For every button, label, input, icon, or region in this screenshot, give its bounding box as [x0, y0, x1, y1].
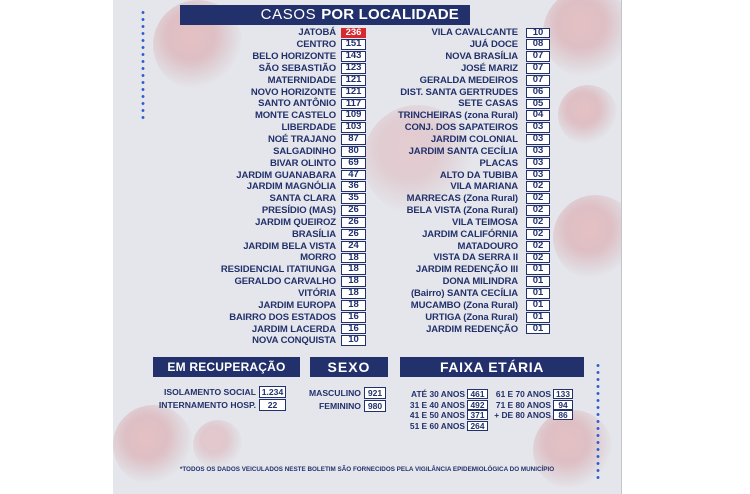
- locality-row: [378, 157, 550, 169]
- age-group-row: [490, 389, 573, 400]
- locality-row: [150, 74, 366, 86]
- locality-row: [378, 74, 550, 86]
- virus-decoration: [193, 420, 243, 470]
- locality-count: 01: [526, 312, 550, 323]
- localities-list-left: [150, 27, 366, 347]
- locality-name: JARDIM COLONIAL: [430, 134, 518, 146]
- locality-name: PLACAS: [479, 157, 518, 169]
- locality-name: PRESÍDIO (MAS): [261, 205, 336, 217]
- age-group-name: 71 E 80 ANOS: [495, 399, 551, 410]
- locality-row: [150, 110, 366, 122]
- locality-name: BIVAR OLINTO: [269, 157, 336, 169]
- locality-count: 16: [341, 312, 366, 323]
- locality-name: MUCAMBO (Zona Rural): [410, 299, 518, 311]
- locality-row: [378, 169, 550, 181]
- locality-count: 109: [341, 110, 366, 121]
- locality-count: 03: [526, 158, 550, 169]
- age-group-row: [490, 410, 573, 421]
- age-group-count: 371: [467, 410, 488, 420]
- virus-decoration: [533, 410, 613, 490]
- locality-count: 24: [341, 241, 366, 252]
- locality-count: 18: [341, 276, 366, 287]
- locality-name: JARDIM BELA VISTA: [243, 240, 336, 252]
- locality-count: 18: [341, 253, 366, 264]
- locality-row: [150, 205, 366, 217]
- locality-name: VILA CAVALCANTE: [431, 27, 518, 39]
- locality-count: 08: [526, 39, 550, 50]
- locality-name: VISTA DA SERRA II: [433, 252, 518, 264]
- locality-name: JARDIM EUROPA: [258, 299, 336, 311]
- locality-name: BRASÍLIA: [291, 228, 336, 240]
- locality-row: [378, 122, 550, 134]
- age-group-count: 86: [553, 410, 573, 420]
- dot-column-decoration: [596, 362, 600, 481]
- locality-row: [150, 145, 366, 157]
- age-group-name: ATÉ 30 ANOS: [411, 388, 465, 399]
- locality-row: [150, 169, 366, 181]
- locality-count: 26: [341, 205, 366, 216]
- recovery-row: [150, 399, 286, 412]
- edge-divider: [621, 0, 622, 494]
- locality-name: DIST. SANTA GERTRUDES: [400, 86, 518, 98]
- locality-name: JARDIM SANTA CECÍLIA: [408, 145, 518, 157]
- locality-row: [150, 264, 366, 276]
- locality-count: 05: [526, 99, 550, 110]
- locality-count: 07: [526, 51, 550, 62]
- locality-count: 123: [341, 63, 366, 74]
- locality-name: SÃO SEBASTIÃO: [258, 62, 336, 74]
- locality-row: [378, 217, 550, 229]
- locality-count: 02: [526, 205, 550, 216]
- locality-row: [378, 228, 550, 240]
- recovery-count: 1.234: [259, 386, 286, 398]
- locality-name: JARDIM CALIFÓRNIA: [422, 228, 518, 240]
- locality-row: [150, 335, 366, 347]
- sex-count: 980: [364, 400, 386, 412]
- locality-name: JARDIM REDENÇÃO III: [415, 264, 518, 276]
- locality-row: [150, 276, 366, 288]
- locality-count: 03: [526, 122, 550, 133]
- age-group-row: [400, 421, 488, 432]
- locality-row: [378, 134, 550, 146]
- locality-row: [150, 181, 366, 193]
- locality-name: VITÓRIA: [298, 287, 336, 299]
- localities-list-right: [378, 27, 550, 335]
- locality-row: [150, 252, 366, 264]
- recovery-list: [150, 386, 286, 412]
- sex-row: [296, 400, 386, 413]
- locality-name: VILA MARIANA: [450, 181, 518, 193]
- locality-row: [150, 98, 366, 110]
- locality-count: 01: [526, 264, 550, 275]
- locality-name: SANTA CLARA: [269, 193, 336, 205]
- locality-name: URTIGA (Zona Rural): [425, 311, 518, 323]
- locality-name: MONTE CASTELO: [254, 110, 336, 122]
- locality-row: [378, 27, 550, 39]
- sex-header: SEXO: [310, 357, 388, 377]
- locality-count: 10: [341, 335, 366, 346]
- age-group-name: 61 E 70 ANOS: [495, 388, 551, 399]
- locality-name: (Bairro) SANTA CECÍLIA: [410, 287, 518, 299]
- locality-row: [150, 27, 366, 39]
- footnote: *TODOS OS DADOS VEICULADOS NESTE BOLETIM SÃO FORNECIDOS PELA VIGILÂNCIA EPIDEMIOLÓGICA DO MUNICÍPIO: [179, 466, 555, 473]
- locality-count: 06: [526, 87, 550, 98]
- locality-count: 35: [341, 193, 366, 204]
- locality-name: NOÉ TRAJANO: [267, 134, 336, 146]
- virus-decoration: [543, 0, 621, 78]
- locality-count: 18: [341, 264, 366, 275]
- recovery-name: ISOLAMENTO SOCIAL: [164, 387, 256, 397]
- locality-row: [150, 240, 366, 252]
- age-group-list-1: [400, 389, 488, 432]
- locality-name: MATADOURO: [457, 240, 518, 252]
- locality-count: 121: [341, 75, 366, 86]
- locality-count: 16: [341, 324, 366, 335]
- age-group-name: 41 E 50 ANOS: [409, 410, 465, 421]
- locality-count: 36: [341, 181, 366, 192]
- locality-count: 03: [526, 170, 550, 181]
- locality-count: 117: [341, 99, 366, 110]
- locality-name: MARRECAS (Zona Rural): [406, 193, 518, 205]
- locality-row: [150, 299, 366, 311]
- locality-count: 26: [341, 229, 366, 240]
- locality-count: 02: [526, 253, 550, 264]
- sex-count: 921: [364, 387, 386, 399]
- locality-name: JARDIM LACERDA: [251, 323, 336, 335]
- locality-row: [378, 110, 550, 122]
- locality-row: [150, 323, 366, 335]
- locality-row: [150, 39, 366, 51]
- locality-count: 03: [526, 146, 550, 157]
- age-group-count: 94: [553, 400, 573, 410]
- age-group-count: 461: [467, 389, 488, 399]
- locality-row: [150, 86, 366, 98]
- virus-decoration: [558, 85, 618, 145]
- locality-row: [378, 288, 550, 300]
- locality-row: [378, 205, 550, 217]
- locality-row: [150, 288, 366, 300]
- sex-list: [296, 387, 386, 413]
- locality-count: 47: [341, 170, 366, 181]
- locality-name: ALTO DA TUBIBA: [439, 169, 518, 181]
- recovery-count: 22: [259, 399, 286, 411]
- locality-count: 143: [341, 51, 366, 62]
- locality-count: 69: [341, 158, 366, 169]
- locality-row: [378, 299, 550, 311]
- locality-name: GERALDO CARVALHO: [234, 276, 336, 288]
- locality-count: 02: [526, 193, 550, 204]
- locality-row: [150, 311, 366, 323]
- locality-count: 236: [341, 28, 366, 39]
- age-group-name: 51 E 60 ANOS: [409, 421, 465, 431]
- sex-row: [296, 387, 386, 400]
- locality-name: LIBERDADE: [281, 122, 336, 134]
- age-group-header: FAIXA ETÁRIA: [400, 357, 584, 377]
- locality-name: JOSÉ MARIZ: [460, 62, 518, 74]
- locality-name: CENTRO: [296, 39, 336, 51]
- locality-name: VILA TEIMOSA: [451, 216, 518, 228]
- locality-count: 103: [341, 122, 366, 133]
- recovery-row: [150, 386, 286, 399]
- recovery-header: EM RECUPERAÇÃO: [153, 357, 300, 377]
- locality-name: NOVA CONQUISTA: [252, 335, 336, 347]
- locality-row: [378, 51, 550, 63]
- dot-column-decoration: [141, 9, 145, 121]
- virus-decoration: [553, 195, 621, 280]
- locality-count: 151: [341, 39, 366, 50]
- locality-name: JARDIM QUEIROZ: [255, 216, 336, 228]
- locality-count: 02: [526, 181, 550, 192]
- locality-name: CONJ. DOS SAPATEIROS: [404, 122, 518, 134]
- locality-row: [150, 134, 366, 146]
- locality-row: [378, 145, 550, 157]
- age-group-row: [400, 410, 488, 421]
- locality-count: 18: [341, 288, 366, 299]
- locality-count: 10: [526, 28, 550, 39]
- locality-row: [150, 122, 366, 134]
- locality-count: 03: [526, 134, 550, 145]
- sex-name: MASCULINO: [308, 388, 361, 398]
- locality-row: [378, 264, 550, 276]
- sex-name: FEMININO: [318, 401, 361, 411]
- locality-row: [150, 217, 366, 229]
- locality-name: JARDIM MAGNÓLIA: [246, 181, 336, 193]
- localities-header-light: CASOS: [260, 6, 317, 23]
- locality-row: [378, 311, 550, 323]
- locality-name: SETE CASAS: [458, 98, 518, 110]
- locality-row: [378, 193, 550, 205]
- locality-row: [150, 228, 366, 240]
- localities-header: [180, 5, 470, 25]
- locality-count: 87: [341, 134, 366, 145]
- age-group-row: [400, 389, 488, 400]
- locality-row: [150, 63, 366, 75]
- locality-count: 26: [341, 217, 366, 228]
- locality-name: BAIRRO DOS ESTADOS: [229, 311, 336, 323]
- locality-count: 18: [341, 300, 366, 311]
- locality-count: 01: [526, 300, 550, 311]
- locality-count: 121: [341, 87, 366, 98]
- locality-name: MORRO: [300, 252, 336, 264]
- locality-count: 02: [526, 229, 550, 240]
- locality-count: 01: [526, 276, 550, 287]
- locality-name: NOVA BRASÍLIA: [445, 51, 518, 63]
- recovery-name: INTERNAMENTO HOSP.: [158, 400, 256, 410]
- age-group-count: 264: [467, 421, 488, 431]
- locality-row: [150, 193, 366, 205]
- locality-row: [378, 276, 550, 288]
- localities-header-bold: POR LOCALIDADE: [321, 6, 459, 23]
- locality-name: RESIDENCIAL ITATIUNGA: [220, 264, 336, 276]
- locality-count: 80: [341, 146, 366, 157]
- locality-row: [378, 323, 550, 335]
- locality-row: [150, 51, 366, 63]
- locality-name: JATOBÁ: [298, 27, 336, 39]
- locality-name: JUÁ DOCE: [469, 39, 518, 51]
- age-group-name: + DE 80 ANOS: [494, 410, 551, 421]
- locality-name: SANTO ANTÔNIO: [258, 98, 336, 110]
- locality-name: TRINCHEIRAS (zona Rural): [397, 110, 518, 122]
- locality-count: 02: [526, 217, 550, 228]
- locality-count: 02: [526, 241, 550, 252]
- locality-row: [378, 63, 550, 75]
- locality-count: 07: [526, 63, 550, 74]
- age-group-row: [490, 399, 573, 410]
- locality-name: MATERNIDADE: [267, 74, 336, 86]
- age-group-list-2: [490, 389, 573, 421]
- locality-count: 04: [526, 110, 550, 121]
- locality-row: [378, 86, 550, 98]
- locality-row: [378, 39, 550, 51]
- age-group-count: 133: [553, 389, 573, 399]
- locality-row: [378, 240, 550, 252]
- locality-name: GERALDA MEDEIROS: [419, 74, 518, 86]
- locality-row: [378, 181, 550, 193]
- locality-name: BELO HORIZONTE: [252, 51, 336, 63]
- locality-name: JARDIM GUANABARA: [236, 169, 336, 181]
- locality-name: BELA VISTA (Zona Rural): [406, 205, 518, 217]
- locality-name: JARDIM REDENÇÃO: [426, 323, 518, 335]
- locality-count: 07: [526, 75, 550, 86]
- locality-count: 01: [526, 288, 550, 299]
- locality-count: 01: [526, 324, 550, 335]
- locality-name: DONA MILINDRA: [442, 276, 518, 288]
- locality-name: SALGADINHO: [273, 145, 336, 157]
- locality-name: NOVO HORIZONTE: [250, 86, 336, 98]
- locality-row: [378, 252, 550, 264]
- locality-row: [378, 98, 550, 110]
- age-group-name: 31 E 40 ANOS: [409, 399, 465, 410]
- age-group-row: [400, 399, 488, 410]
- locality-row: [150, 157, 366, 169]
- age-group-count: 492: [467, 400, 488, 410]
